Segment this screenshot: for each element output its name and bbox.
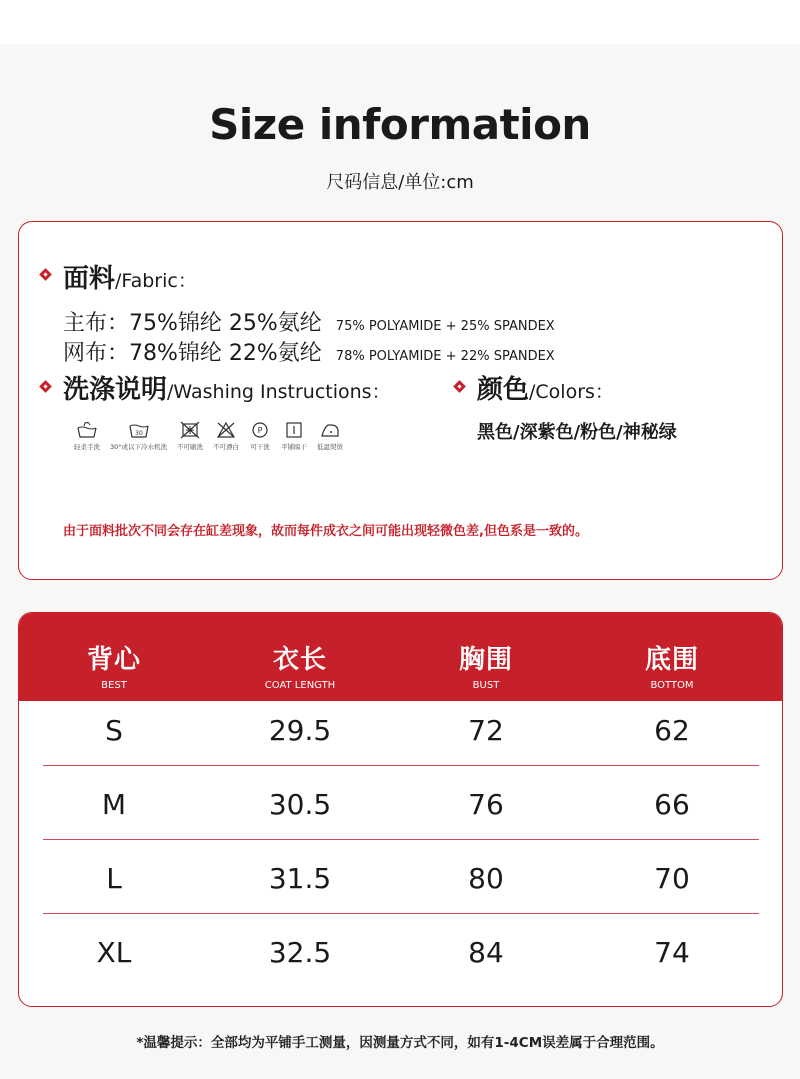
info-card bbox=[18, 221, 783, 580]
no-bleach-icon bbox=[179, 420, 201, 440]
size-table bbox=[18, 612, 783, 1007]
size-cell: L bbox=[106, 862, 122, 895]
dry-clean-p-icon bbox=[249, 420, 271, 440]
wash-label-flat-dry: 平铺晾干 bbox=[281, 443, 308, 451]
column-header-zh: 背心 bbox=[86, 645, 141, 675]
measurement-footnote: *温馨提示：全部均为平铺手工测量，因测量方式不同，如有1-4CM误差属于合理范围。 bbox=[136, 1035, 664, 1051]
wash-item bbox=[110, 420, 167, 451]
wash-label-hand: 轻柔手洗 bbox=[74, 443, 100, 451]
fabric-title bbox=[63, 258, 197, 295]
column-header-zh: 胸围 bbox=[458, 645, 513, 675]
wash-item bbox=[213, 420, 239, 451]
size-cell: S bbox=[105, 714, 123, 747]
top-band bbox=[0, 0, 800, 44]
length-cell: 31.5 bbox=[268, 862, 332, 895]
row-divider bbox=[43, 913, 759, 914]
row-divider bbox=[43, 765, 759, 766]
column-header bbox=[391, 613, 581, 691]
length-cell: 30.5 bbox=[268, 788, 332, 821]
length-cell: 29.5 bbox=[268, 714, 332, 747]
column-header-en: COAT LENGTH bbox=[264, 680, 336, 691]
table-row bbox=[19, 923, 782, 997]
wash-label-30: 30°或以下冷水机洗 bbox=[110, 443, 168, 451]
wash-label-no-scrub: 不可刷洗 bbox=[177, 443, 204, 451]
fabric-main-en: 75% POLYAMIDE + 25% SPANDEX bbox=[335, 319, 555, 334]
svg-text:P: P bbox=[257, 426, 263, 435]
bust-cell: 76 bbox=[468, 788, 504, 821]
size-table-header bbox=[19, 613, 782, 701]
wash-item bbox=[249, 420, 271, 451]
washing-title-zh: 洗涤说明 bbox=[63, 375, 168, 405]
column-header-en: BUST bbox=[472, 680, 500, 691]
fabric-bullet-icon bbox=[39, 268, 52, 281]
bottom-cell: 70 bbox=[654, 862, 690, 895]
table-row bbox=[19, 775, 782, 849]
fabric-title-zh: 面料 bbox=[63, 264, 116, 294]
no-chlorine-icon bbox=[215, 420, 237, 440]
fabric-mesh-en: 78% POLYAMIDE + 22% SPANDEX bbox=[335, 349, 555, 364]
wash-30-icon bbox=[128, 420, 150, 440]
washing-bullet-icon bbox=[39, 380, 52, 393]
washing-icons bbox=[74, 420, 353, 451]
wash-label-low-iron: 低温熨烫 bbox=[317, 443, 344, 451]
page-title: Size information bbox=[209, 100, 591, 149]
column-header-en: BOTTOM bbox=[650, 680, 694, 691]
fabric-title-en: /Fabric： bbox=[115, 270, 197, 292]
page-subtitle: 尺码信息/单位:cm bbox=[326, 172, 474, 193]
column-header bbox=[205, 613, 395, 691]
column-header-zh: 衣长 bbox=[272, 645, 327, 675]
length-cell: 32.5 bbox=[268, 936, 332, 969]
bottom-cell: 66 bbox=[654, 788, 690, 821]
bottom-cell: 74 bbox=[654, 936, 690, 969]
wash-item bbox=[317, 420, 343, 451]
washing-title-en: /Washing Instructions： bbox=[167, 381, 391, 403]
wash-label-dry-clean: 可干洗 bbox=[250, 443, 270, 451]
wash-30-text: 30 bbox=[134, 430, 143, 437]
size-cell: XL bbox=[96, 936, 132, 969]
color-variance-note: 由于面料批次不同会存在缸差现象，故而每件成衣之间可能出现轻微色差,但色系是一致的。 bbox=[63, 524, 588, 539]
table-row bbox=[19, 849, 782, 923]
bust-cell: 72 bbox=[468, 714, 504, 747]
colors-title-zh: 颜色 bbox=[477, 375, 530, 405]
column-header bbox=[577, 613, 767, 691]
colors-bullet-icon bbox=[453, 380, 466, 393]
wash-label-no-bleach: 不可漂白 bbox=[213, 443, 240, 451]
wash-item bbox=[281, 420, 307, 451]
row-divider bbox=[43, 839, 759, 840]
washing-title bbox=[63, 369, 391, 406]
wash-item bbox=[177, 420, 203, 451]
colors-title-en: /Colors： bbox=[529, 381, 614, 403]
bottom-cell: 62 bbox=[654, 714, 690, 747]
fabric-mesh-label: 网布：78%锦纶 22%氨纶 bbox=[63, 341, 322, 366]
column-header-zh: 底围 bbox=[644, 645, 699, 675]
table-row bbox=[19, 701, 782, 775]
size-cell: M bbox=[101, 788, 127, 821]
fabric-line-main bbox=[63, 306, 555, 337]
bust-cell: 84 bbox=[468, 936, 504, 969]
wash-item bbox=[74, 420, 100, 451]
hand-wash-icon bbox=[76, 420, 98, 440]
colors-value: 黑色/深紫色/粉色/神秘绿 bbox=[477, 422, 677, 443]
column-header bbox=[19, 613, 209, 691]
column-header-en: BEST bbox=[101, 680, 127, 691]
fabric-main-label: 主布：75%锦纶 25%氨纶 bbox=[63, 311, 322, 336]
low-iron-icon bbox=[319, 420, 341, 440]
bust-cell: 80 bbox=[468, 862, 504, 895]
fabric-line-mesh bbox=[63, 336, 555, 367]
flat-dry-icon bbox=[283, 420, 305, 440]
colors-title bbox=[477, 369, 614, 406]
